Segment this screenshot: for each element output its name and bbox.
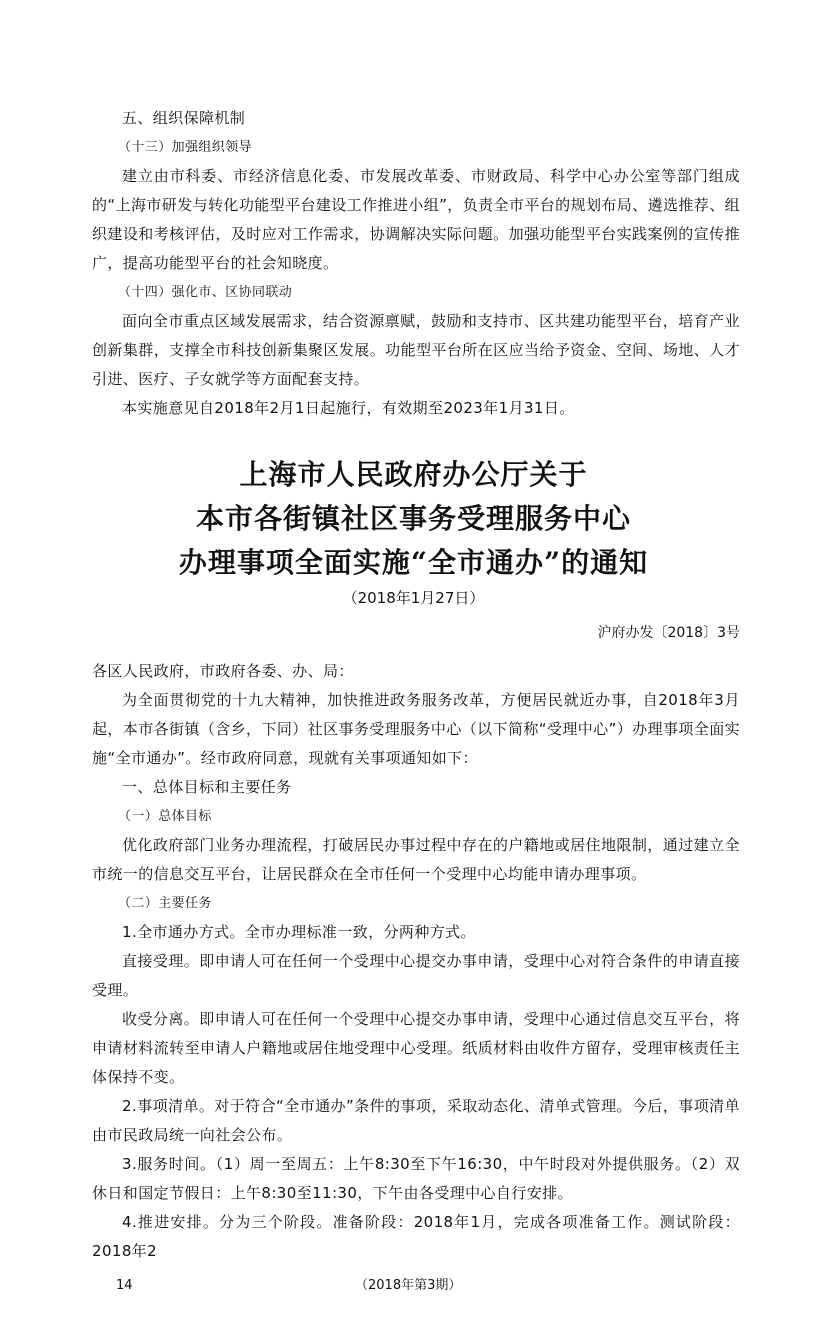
subsection-heading: （十三）加强组织领导	[118, 140, 253, 155]
paragraph: 优化政府部门业务办理流程，打破居民办事过程中存在的户籍地或居住地限制，通过建立全市统一的信息交互平台，让居民群众在全市任何一个受理中心均能申请办理事项。	[92, 836, 740, 883]
paragraph: 2.事项清单。对于符合“全市通办”条件的事项，采取动态化、清单式管理。今后，事项清单由市民政局统一向社会公布。	[92, 1097, 740, 1144]
notice-title-line-3: 办理事项全面实施“全市通办”的通知	[178, 546, 649, 579]
previous-document-section	[92, 104, 740, 423]
notice-date: （2018年1月27日）	[342, 589, 485, 607]
paragraph: 4.推进安排。分为三个阶段。准备阶段：2018年1月，完成各项准备工作。测试阶段：2018年2	[92, 1213, 740, 1260]
effective-date-paragraph: 本实施意见自2018年2月1日起施行，有效期至2023年1月31日。	[122, 399, 575, 417]
page-number: 14	[116, 1278, 133, 1293]
issue-label: （2018年第3期）	[355, 1278, 462, 1293]
document-number: 沪府办发〔2018〕3号	[597, 625, 740, 641]
paragraph: 建立由市科委、市经济信息化委、市发展改革委、市财政局、科学中心办公室等部门组成的“上海市研发与转化功能型平台建设工作推进小组”，负责全市平台的规划布局、遴选推荐、组织建设和考核评估，及时应对工作需求，协调解决实际问题。加强功能型平台实践案例的宣传推广，提高功能型平台的社会知晓度。	[92, 167, 740, 272]
paragraph: 面向全市重点区域发展需求，结合资源禀赋，鼓励和支持市、区共建功能型平台，培育产业创新集群，支撑全市科技创新集聚区发展。功能型平台所在区应当给予资金、空间、场地、人才引进、医疗、子女就学等方面配套支持。	[92, 312, 740, 388]
section-heading: 一、总体目标和主要任务	[122, 778, 292, 796]
subsection-heading: （一）总体目标	[118, 809, 212, 824]
paragraph: 3.服务时间。（1）周一至周五：上午8:30至下午16:30，中午时段对外提供服务。（2）双休日和国定节假日：上午8:30至11:30，下午由各受理中心自行安排。	[92, 1155, 740, 1202]
subsection-heading: （十四）强化市、区协同联动	[118, 285, 293, 300]
paragraph: 为全面贯彻党的十九大精神，加快推进政务服务改革，方便居民就近办事，自2018年3月起，本市各街镇（含乡，下同）社区事务受理服务中心（以下简称“受理中心”）办理事项全面实施“全市通办”。经市政府同意，现就有关事项通知如下：	[92, 691, 740, 767]
paragraph: 收受分离。即申请人可在任何一个受理中心提交办事申请，受理中心通过信息交互平台，将申请材料流转至申请人户籍地或居住地受理中心受理。纸质材料由收件方留存，受理审核责任主体保持不变。	[92, 1010, 740, 1086]
notice-body	[92, 657, 740, 1266]
addressee: 各区人民政府，市政府各委、办、局：	[92, 662, 354, 680]
notice-title-line-2: 本市各街镇社区事务受理服务中心	[195, 502, 631, 535]
paragraph: 直接受理。即申请人可在任何一个受理中心提交办事申请，受理中心对符合条件的申请直接受理。	[92, 952, 740, 999]
notice-heading	[0, 453, 827, 611]
section-heading: 五、组织保障机制	[122, 109, 246, 127]
subsection-heading: （二）主要任务	[118, 896, 212, 911]
page-footer	[92, 1274, 740, 1298]
paragraph: 1.全市通办方式。全市办理标准一致，分两种方式。	[122, 923, 476, 941]
notice-title-line-1: 上海市人民政府办公厅关于	[239, 458, 588, 491]
